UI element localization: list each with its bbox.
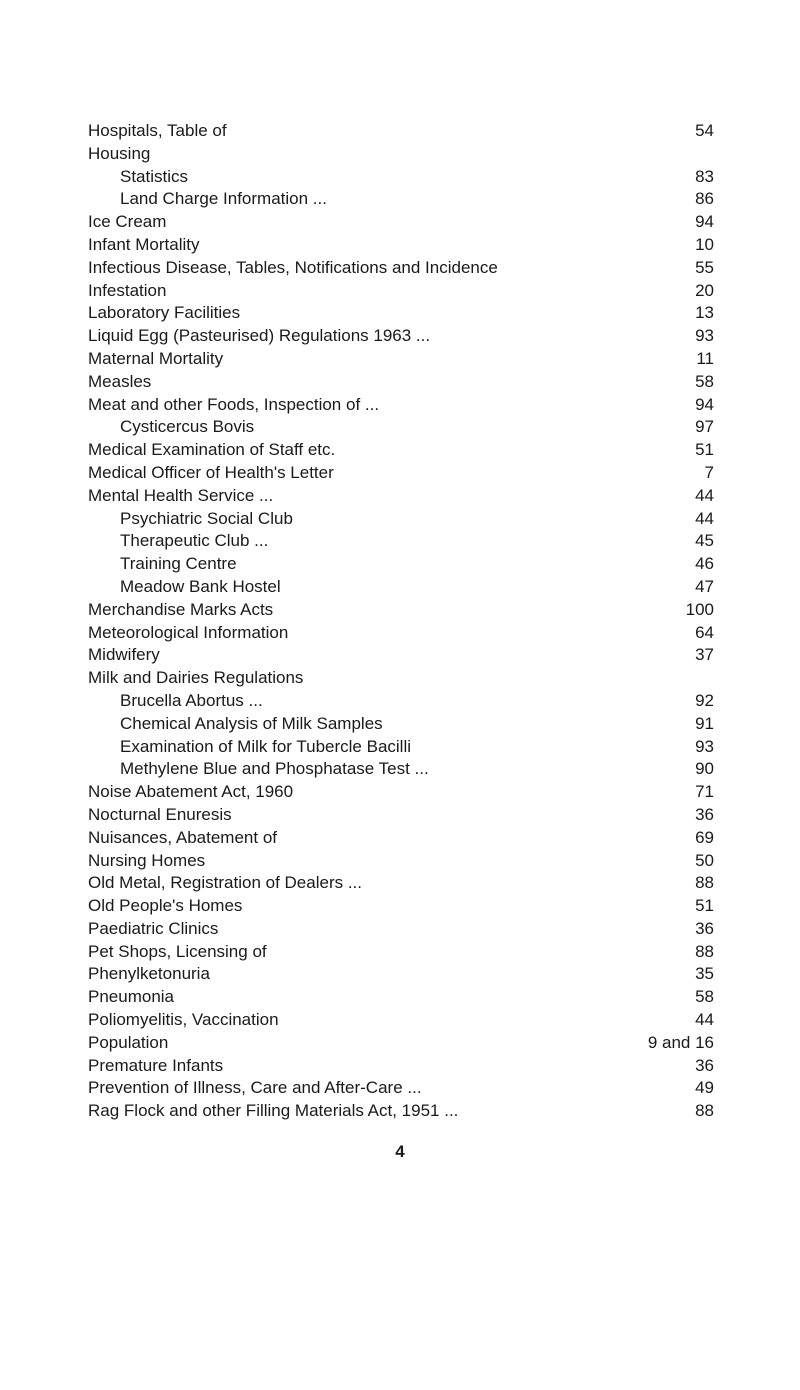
index-entry-label: Liquid Egg (Pasteurised) Regulations 1963 ...: [88, 325, 436, 348]
index-entry: [88, 622, 714, 645]
index-entry-label: Infestation: [88, 280, 172, 303]
index-entry: [88, 302, 714, 325]
index-entry-page: 47: [650, 576, 714, 599]
index-entry-page: 35: [650, 963, 714, 986]
index-entry-label: Medical Examination of Staff etc.: [88, 439, 341, 462]
index-entry-page: 58: [650, 371, 714, 394]
index-entry-label: Poliomyelitis, Vaccination: [88, 1009, 285, 1032]
index-entry-label: Mental Health Service ...: [88, 485, 279, 508]
index-entry: [88, 462, 714, 485]
index-entry-label: Prevention of Illness, Care and After-Care ...: [88, 1077, 428, 1100]
index-entry-page: 93: [650, 325, 714, 348]
index-entry: [88, 781, 714, 804]
index-entry: [88, 257, 714, 280]
index-entry-page: 88: [650, 872, 714, 895]
index-entry-page: 45: [650, 530, 714, 553]
index-entry-label: Examination of Milk for Tubercle Bacilli: [88, 736, 417, 759]
index-entry-label: Merchandise Marks Acts: [88, 599, 279, 622]
index-entry-page: 94: [650, 211, 714, 234]
index-entry: [88, 758, 714, 781]
index-entry-page: 55: [650, 257, 714, 280]
index-entry-page: 58: [650, 986, 714, 1009]
index-entry-page: 36: [650, 918, 714, 941]
index-entry-label: Therapeutic Club ...: [88, 530, 274, 553]
index-entry: [88, 804, 714, 827]
index-entry-label: Old Metal, Registration of Dealers ...: [88, 872, 368, 895]
index-entry: [88, 143, 714, 166]
index-entry-label: Medical Officer of Health's Letter: [88, 462, 340, 485]
index-entry: [88, 188, 714, 211]
index-entry-label: Phenylketonuria: [88, 963, 216, 986]
index-entry-label: Old People's Homes: [88, 895, 248, 918]
index-entry: [88, 713, 714, 736]
index-entry-page: 49: [650, 1077, 714, 1100]
index-entry-label: Land Charge Information ...: [88, 188, 333, 211]
index-entry-label: Population: [88, 1032, 174, 1055]
index-entry-page: 88: [650, 941, 714, 964]
index-entry: [88, 644, 714, 667]
index-entry-label: Measles: [88, 371, 157, 394]
index-entry-page: 94: [650, 394, 714, 417]
index-entry: [88, 1055, 714, 1078]
index-entry: [88, 1100, 714, 1123]
index-entry-label: Brucella Abortus ...: [88, 690, 269, 713]
index-entry: [88, 508, 714, 531]
index-entry-label: Ice Cream: [88, 211, 172, 234]
index-entry-page: 86: [650, 188, 714, 211]
index-entry-label: Milk and Dairies Regulations: [88, 667, 309, 690]
index-entry-page: 88: [650, 1100, 714, 1123]
index-entry-page: 11: [650, 348, 714, 371]
index-entry: [88, 439, 714, 462]
index-entry: [88, 667, 714, 690]
index-entry-label: Cysticercus Bovis: [88, 416, 260, 439]
index-entry: [88, 280, 714, 303]
index-entry-label: Meteorological Information: [88, 622, 294, 645]
index-entry: [88, 850, 714, 873]
index-entry-label: Meadow Bank Hostel: [88, 576, 287, 599]
index-entry-page: 9 and 16: [644, 1032, 714, 1055]
index-entry-label: Rag Flock and other Filling Materials Act, 1951 ...: [88, 1100, 464, 1123]
index-entry-label: Housing: [88, 143, 156, 166]
index-entry-page: 10: [650, 234, 714, 257]
index-entry-label: Hospitals, Table of: [88, 120, 233, 143]
index-entry: [88, 485, 714, 508]
index-entry-label: Midwifery: [88, 644, 166, 667]
index-entry: [88, 416, 714, 439]
index-entry-page: 50: [650, 850, 714, 873]
page-number: 4: [395, 1142, 405, 1161]
index-entry: [88, 690, 714, 713]
index-entry-page: 20: [650, 280, 714, 303]
index-entry-label: Infant Mortality: [88, 234, 206, 257]
index-entry-page: 7: [650, 462, 714, 485]
index-entry: [88, 371, 714, 394]
index-entry-label: Nuisances, Abatement of: [88, 827, 283, 850]
index-entry: [88, 166, 714, 189]
index-entry-page: 100: [650, 599, 714, 622]
index-entry-label: Maternal Mortality: [88, 348, 229, 371]
index-entry-label: Psychiatric Social Club: [88, 508, 299, 531]
index-entry-label: Statistics: [88, 166, 194, 189]
index-entry: [88, 234, 714, 257]
index-entry-page: 54: [650, 120, 714, 143]
index-entry-label: Noise Abatement Act, 1960: [88, 781, 299, 804]
index-entry-page: 44: [650, 485, 714, 508]
index-entry-page: 90: [650, 758, 714, 781]
index-entry-label: Nursing Homes: [88, 850, 211, 873]
index-entry-page: 36: [650, 804, 714, 827]
index-entry-label: Premature Infants: [88, 1055, 229, 1078]
index-entry: [88, 530, 714, 553]
index-entry-page: 13: [650, 302, 714, 325]
index-entry-page: 93: [650, 736, 714, 759]
index-entry-page: 36: [650, 1055, 714, 1078]
index-entry-label: Nocturnal Enuresis: [88, 804, 238, 827]
index-entry-label: Meat and other Foods, Inspection of ...: [88, 394, 385, 417]
index-entry-page: 91: [650, 713, 714, 736]
index-entry: [88, 120, 714, 143]
index-entry: [88, 325, 714, 348]
index-entry: [88, 963, 714, 986]
index-entry-page: 37: [650, 644, 714, 667]
index-entry: [88, 1009, 714, 1032]
index-entry-page: 92: [650, 690, 714, 713]
index-entry: [88, 576, 714, 599]
index-entry: [88, 599, 714, 622]
index-entry: [88, 872, 714, 895]
index-entry: [88, 895, 714, 918]
index-entry: [88, 736, 714, 759]
index-entry: [88, 1077, 714, 1100]
index-entry: [88, 211, 714, 234]
index-entry-label: Paediatric Clinics: [88, 918, 224, 941]
index-entry-label: Infectious Disease, Tables, Notifications and Incidence: [88, 257, 504, 280]
index-entry: [88, 1032, 714, 1055]
index-entry-label: Pneumonia: [88, 986, 180, 1009]
index-entry: [88, 986, 714, 1009]
index-entry-page: 64: [650, 622, 714, 645]
index-entry: [88, 827, 714, 850]
index-entry-page: 51: [650, 895, 714, 918]
index-entry-page: 71: [650, 781, 714, 804]
index-list: [88, 120, 714, 1123]
index-entry: [88, 553, 714, 576]
index-entry-label: Training Centre: [88, 553, 243, 576]
index-entry-page: 83: [650, 166, 714, 189]
index-entry: [88, 941, 714, 964]
index-entry-page: 97: [650, 416, 714, 439]
index-entry: [88, 918, 714, 941]
index-entry-page: 44: [650, 508, 714, 531]
index-entry-label: Methylene Blue and Phosphatase Test ...: [88, 758, 435, 781]
index-entry-page: 69: [650, 827, 714, 850]
index-entry-label: Pet Shops, Licensing of: [88, 941, 273, 964]
index-entry-label: Laboratory Facilities: [88, 302, 246, 325]
index-entry-page: 44: [650, 1009, 714, 1032]
index-entry: [88, 348, 714, 371]
index-entry-page: 51: [650, 439, 714, 462]
index-entry-label: Chemical Analysis of Milk Samples: [88, 713, 389, 736]
index-entry: [88, 394, 714, 417]
index-entry-page: 46: [650, 553, 714, 576]
